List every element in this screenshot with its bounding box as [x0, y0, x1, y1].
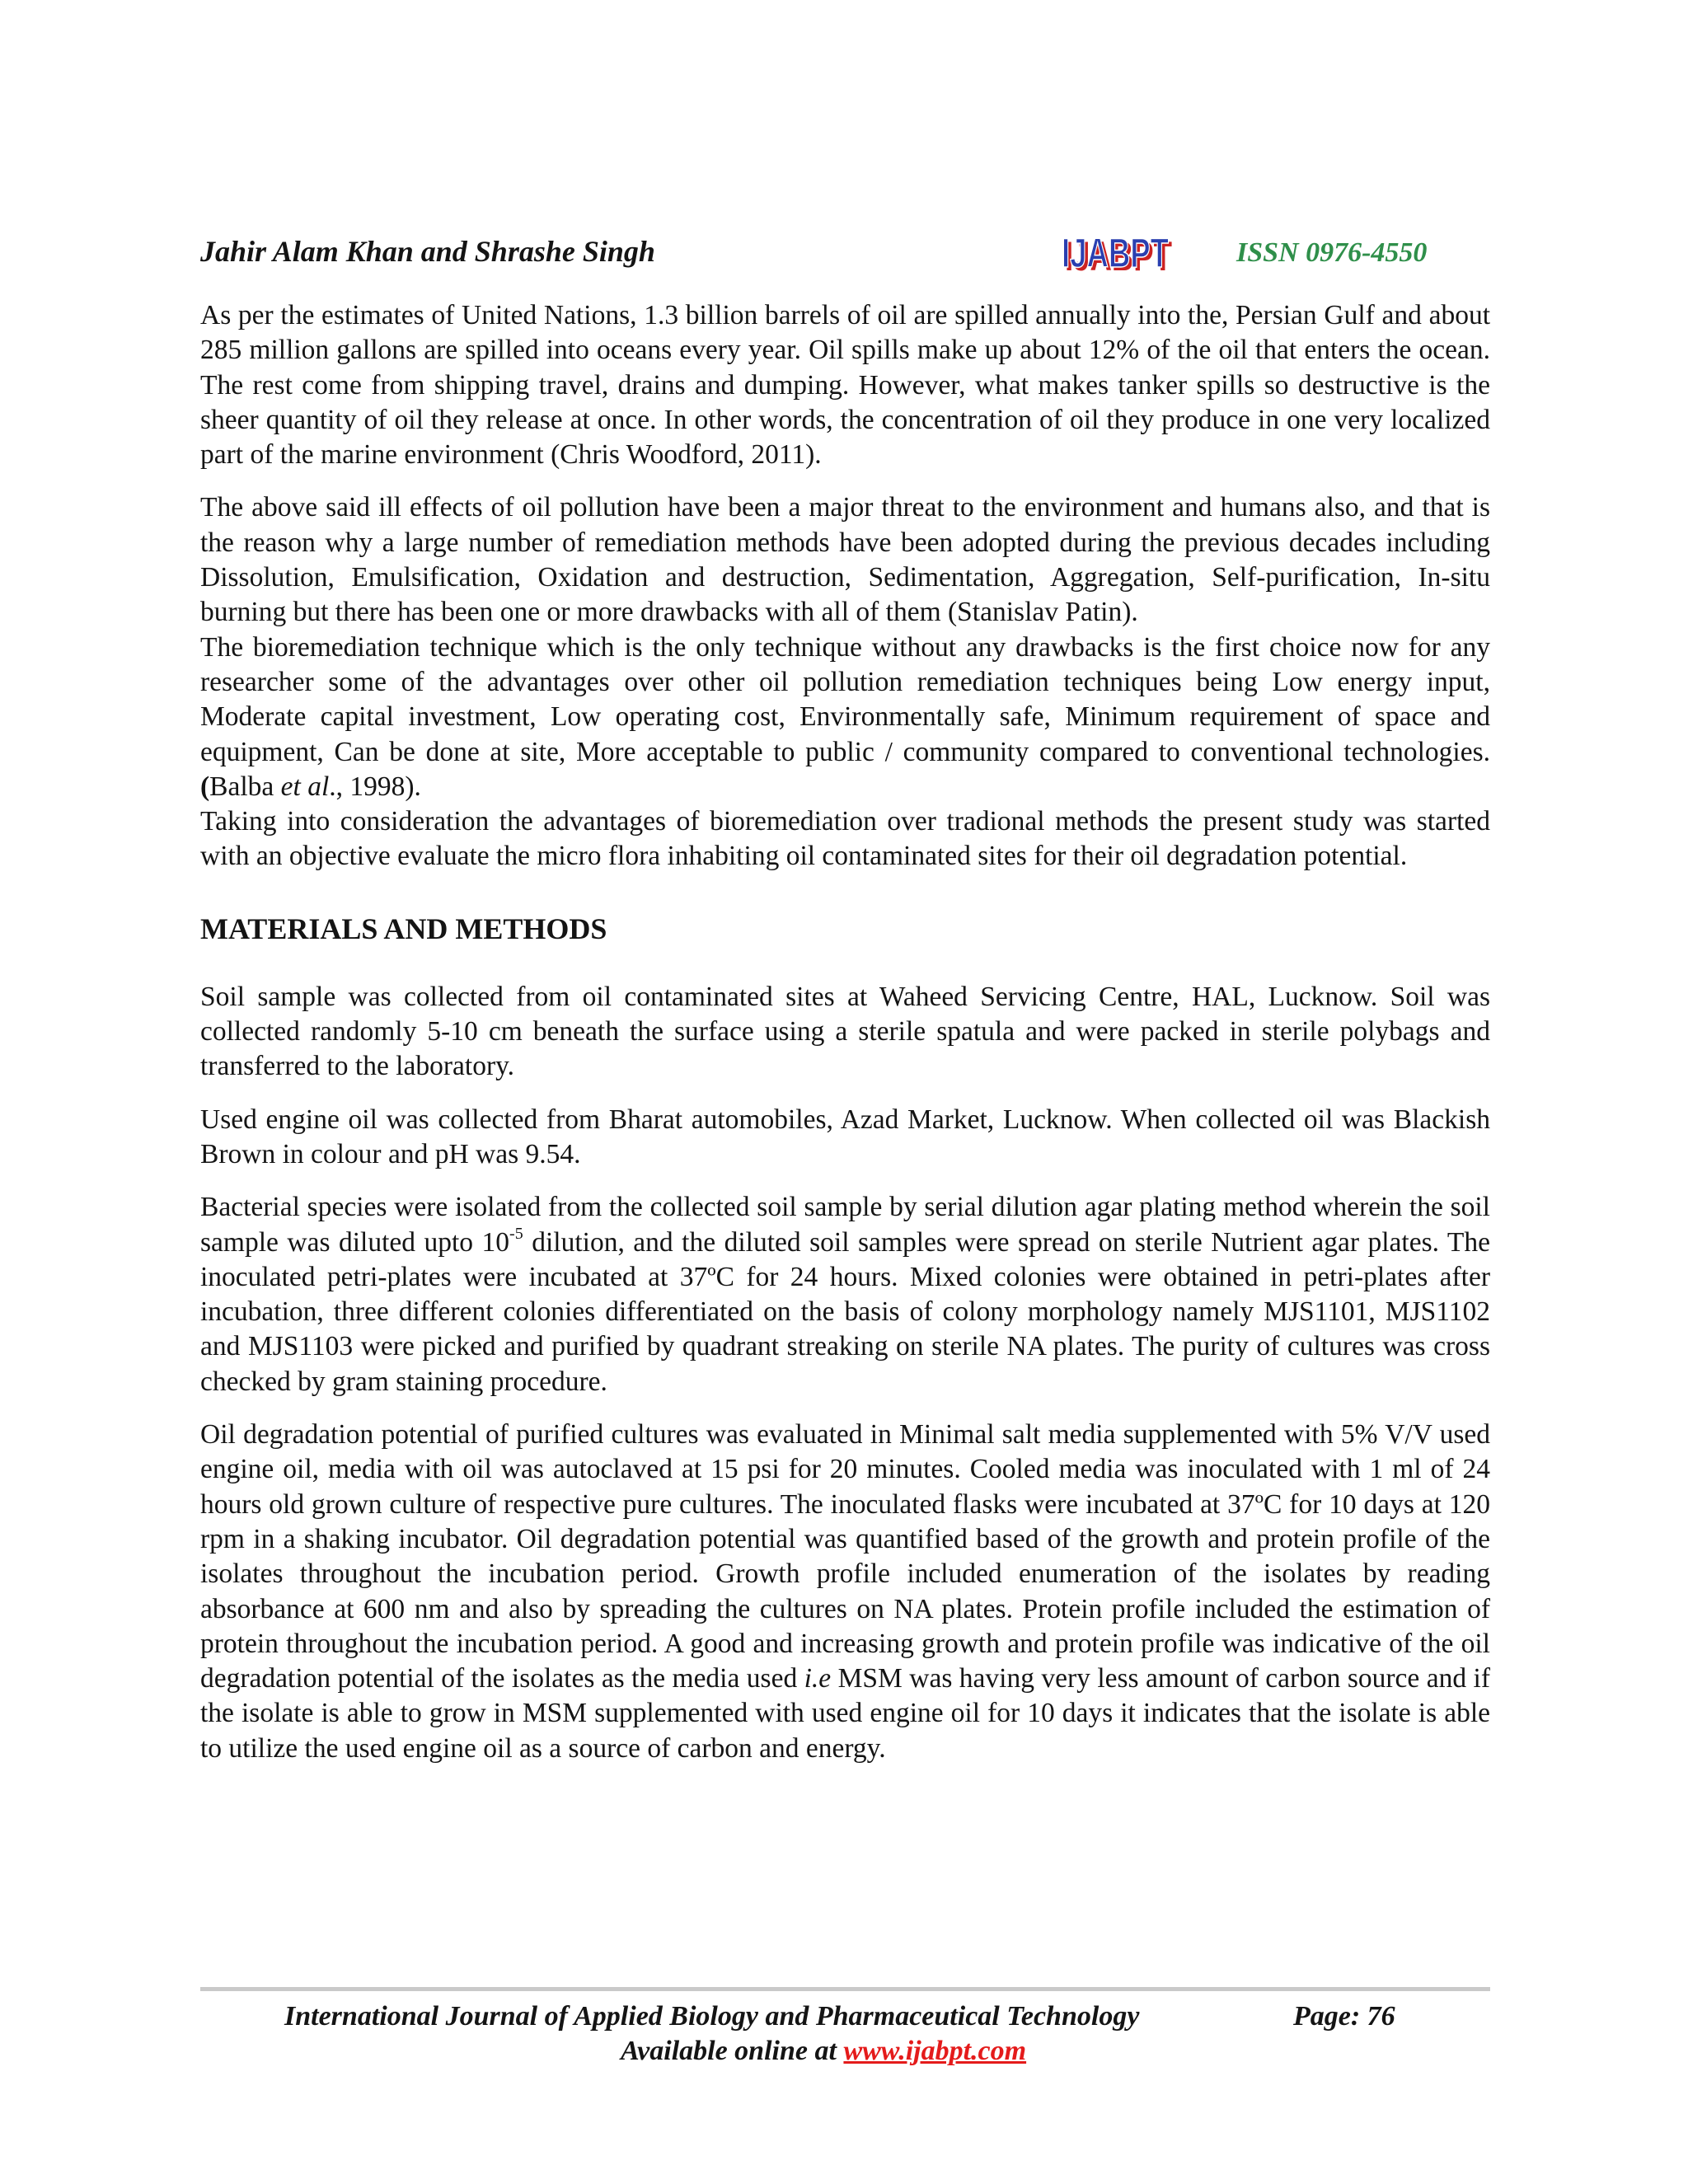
issn: ISSN 0976-4550: [1236, 237, 1428, 268]
paragraph-bioremediation-advantages: [200, 630, 1490, 804]
paragraph-isolation: [200, 1190, 1490, 1399]
paragraph-ill-effects: The above said ill effects of oil pollution have been a major threat to the environment and humans also, and that is the reason why a large number of remediation methods have been adopted during the previous decades including Dissolution, Emulsification, Oxidation and destruction, Sedimentation, Aggregation, Self-purification, In-situ burning but there has been one or more drawbacks with all of them (Stanislav Patin).: [200, 492, 1490, 628]
paragraph-soil-sample: Soil sample was collected from oil contaminated sites at Waheed Servicing Centre, HAL, Lucknow. Soil was collected randomly 5-10 cm beneath the surface using a sterile spatula and were packed in sterile polybags and transferred to the laboratory.: [200, 981, 1490, 1082]
page-footer: [200, 1994, 1490, 2069]
journal-name: International Journal of Applied Biology and Pharmaceutical Technology: [284, 2001, 1140, 2032]
footer-divider: [200, 1987, 1490, 1991]
p7-text-a: Bacterial species were isolated from the collected soil sample by serial dilution agar plating method wherein the soil sample was diluted upto 10: [200, 1192, 1490, 1258]
availability-line: [621, 2036, 1026, 2067]
citation-author: Balba: [209, 771, 274, 802]
journal-logo: [1061, 231, 1176, 277]
page-number: Page: 76: [1293, 2001, 1395, 2032]
page-header: [200, 231, 1486, 280]
article-body: [200, 298, 1490, 1766]
logo-text: IJABPT: [1062, 231, 1169, 276]
logo-text-shadow: IJABPT: [1065, 233, 1172, 277]
citation-paren: (: [200, 771, 210, 802]
dilution-exponent: -5: [509, 1225, 523, 1244]
paragraph-engine-oil: Used engine oil was collected from Bharat automobiles, Azad Market, Lucknow. When collected oil was Blackish Brown in colour and pH was 9.54.: [200, 1104, 1490, 1169]
availability-prefix: Available online at: [621, 2036, 844, 2066]
p3-text: The bioremediation technique which is the only technique without any drawbacks is the first choice now for any researcher some of the advantages over other oil pollution remediation techniques being Low energy input, Moderate capital investment, Low operating cost, Environmentally safe, Minimum requirement of space and equipment, Can be done at site, More acceptable to public / community compared to conventional technologies.: [200, 631, 1490, 767]
paragraph-oil-spill-estimates: As per the estimates of United Nations, 1.3 billion barrels of oil are spilled annually into the, Persian Gulf and about 285 million gallons are spilled into oceans every year. Oil spills make up about 12% of the oil that enters the ocean. The rest come from shipping travel, drains and dumping. However, what makes tanker spills so destructive is the sheer quantity of oil they release at once. In other words, the concentration of oil they produce in one very localized part of the marine environment (Chris Woodford, 2011).: [200, 300, 1490, 471]
p8-ie: i.e: [804, 1663, 832, 1694]
author-names: Jahir Alam Khan and Shrashe Singh: [200, 235, 655, 268]
journal-website-link[interactable]: www.ijabpt.com: [843, 2036, 1027, 2066]
paragraph-degradation-potential: [200, 1418, 1490, 1766]
p8-text-b: MSM was having very less amount of carbon source and if the isolate is able to grow in MSM supplemented with used engine oil for 10 days it indicates that the isolate is able to utilize the used engine oil as a source of carbon and energy.: [200, 1663, 1490, 1764]
p7-text-b: dilution, and the diluted soil samples were spread on sterile Nutrient agar plates. The inoculated petri-plates were incubated at 37ºC for 24 hours. Mixed colonies were obtained in petri-plates after incubation, three different colonies differentiated on the basis of colony morphology namely MJS1101, MJS1102 and MJS1103 were picked and purified by quadrant streaking on sterile NA plates. The purity of cultures was cross checked by gram staining procedure.: [200, 1226, 1490, 1397]
section-heading-materials-methods: MATERIALS AND METHODS: [200, 912, 607, 945]
paragraph-objective: Taking into consideration the advantages of bioremediation over tradional methods the present study was started with an objective evaluate the micro flora inhabiting oil contaminated sites for their oil degradation potential.: [200, 806, 1490, 872]
p8-text-a: Oil degradation potential of purified cultures was evaluated in Minimal salt media supplemented with 5% V/V used engine oil, media with oil was autoclaved at 15 psi for 20 minutes. Cooled media was inoculated with 1 ml of 24 hours old grown culture of respective pure cultures. The inoculated flasks were incubated at 37ºC for 10 days at 120 rpm in a shaking incubator. Oil degradation potential was quantified based of the growth and protein profile of the isolates throughout the incubation period. Growth profile included enumeration of the isolates by reading absorbance at 600 nm and also by spreading the cultures on NA plates. Protein profile included the estimation of protein throughout the incubation period. A good and increasing growth and protein profile was indicative of the oil degradation potential of the isolates as the media used: [200, 1419, 1490, 1694]
citation-year: ., 1998).: [329, 771, 421, 802]
citation-etal: et al: [280, 771, 330, 802]
